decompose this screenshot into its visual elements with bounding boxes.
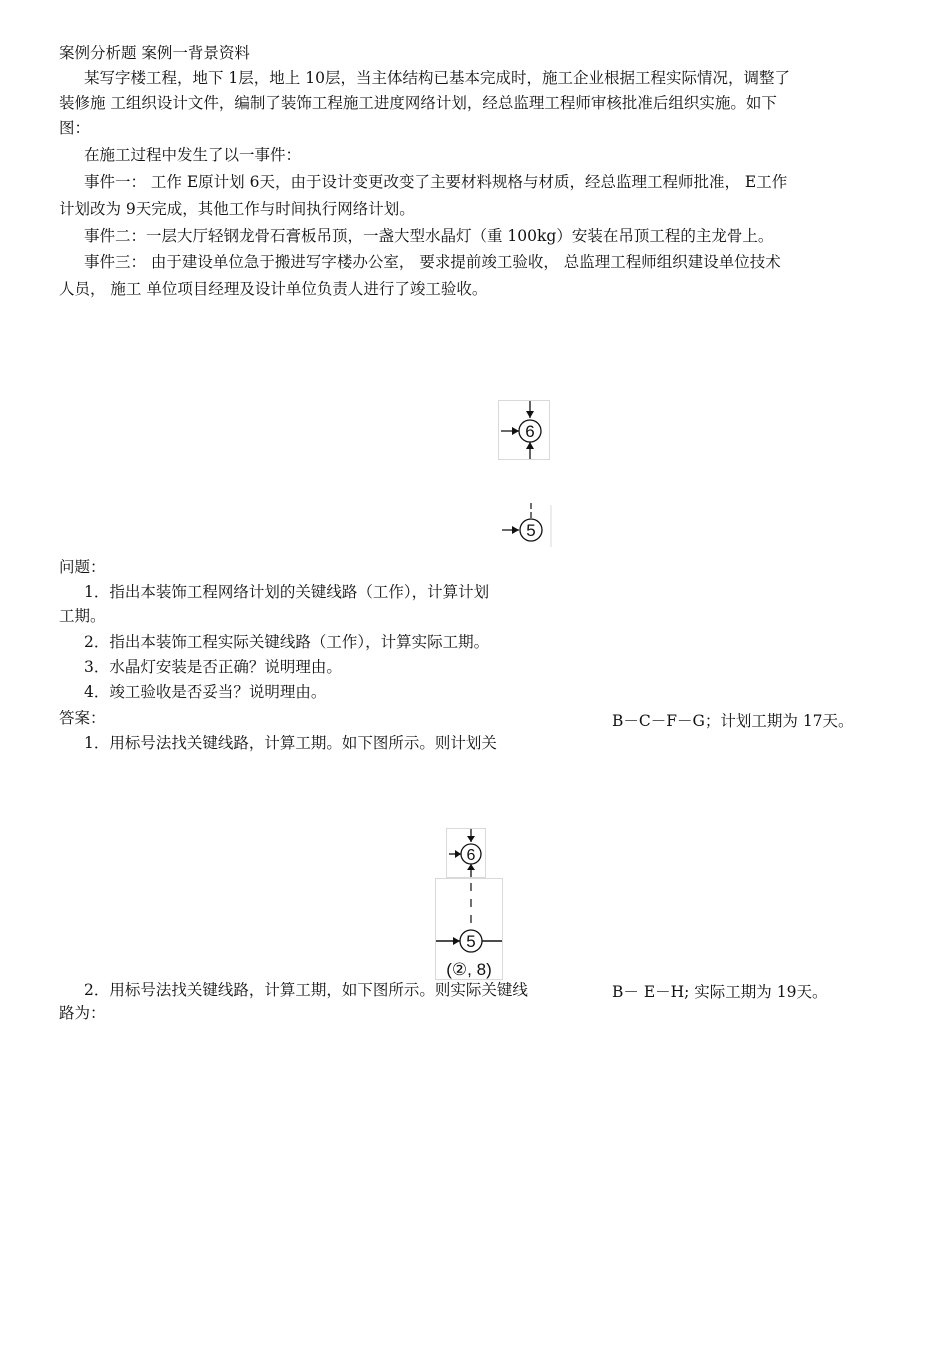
- event2: 事件二：一层大厅轻钢龙骨石膏板吊顶，一盏大型水晶灯（重 100kg）安装在吊顶工程的主龙骨上。: [84, 227, 774, 245]
- background-line-2: 装修施 工组织设计文件，编制了装饰工程施工进度网络计划，经总监理工程师审核批准后组织实施。如下: [59, 94, 777, 112]
- answer-2-path: B－ E－H; 实际工期为 19天。: [612, 983, 828, 1001]
- answers-heading: 答案：: [59, 709, 106, 727]
- event3-line-2: 人员， 施工 单位项目经理及设计单位负责人进行了竣工验收。: [59, 280, 488, 298]
- answer-2-tail: 路为：: [59, 1004, 106, 1022]
- background-line-3: 图：: [59, 119, 91, 137]
- diagram2-node-6-label: 6: [466, 847, 476, 864]
- question-1-line-2: 工期。: [59, 607, 106, 625]
- diagram1-node-5-label: 5: [526, 521, 536, 540]
- diagram1-node-5: [500, 503, 552, 547]
- diagram2-node-5-mark: (②, 8): [446, 960, 492, 979]
- answer-1-text: 1．用标号法找关键线路，计算工期。如下图所示。则计划关: [84, 734, 497, 752]
- heading: 案例分析题 案例一背景资料: [59, 44, 250, 62]
- question-2: 2．指出本装饰工程实际关键线路（工作），计算实际工期。: [84, 633, 490, 651]
- diagram1-node-6: [498, 400, 550, 460]
- diagram2-node-6: [446, 828, 486, 878]
- background-line-1: 某写字楼工程，地下 1层，地上 10层，当主体结构已基本完成时，施工企业根据工程实际情况，调整了: [84, 69, 790, 87]
- event1-line-2: 计划改为 9天完成，其他工作与时间执行网络计划。: [59, 200, 415, 218]
- diagram1-node-6-label: 6: [525, 422, 535, 441]
- questions-heading: 问题：: [59, 558, 106, 576]
- answer-1-path: B－C－F－G；计划工期为 17天。: [612, 712, 854, 730]
- question-1-line-1: 1．指出本装饰工程网络计划的关键线路（工作），计算计划: [84, 583, 490, 601]
- question-3: 3．水晶灯安装是否正确？说明理由。: [84, 658, 342, 676]
- diagram2-node-5: [435, 878, 503, 980]
- events-intro: 在施工过程中发生了以一事件：: [84, 146, 302, 164]
- event3-line-1: 事件三： 由于建设单位急于搬进写字楼办公室， 要求提前竣工验收， 总监理工程师组织建设单位技术: [84, 253, 781, 271]
- event1-line-1: 事件一： 工作 E原计划 6天，由于设计变更改变了主要材料规格与材质，经总监理工程师批准， E工作: [84, 173, 788, 191]
- answer-2-text: 2．用标号法找关键线路，计算工期，如下图所示。则实际关键线: [84, 981, 528, 999]
- question-4: 4．竣工验收是否妥当？说明理由。: [84, 683, 327, 701]
- diagram2-node-5-label: 5: [466, 932, 476, 951]
